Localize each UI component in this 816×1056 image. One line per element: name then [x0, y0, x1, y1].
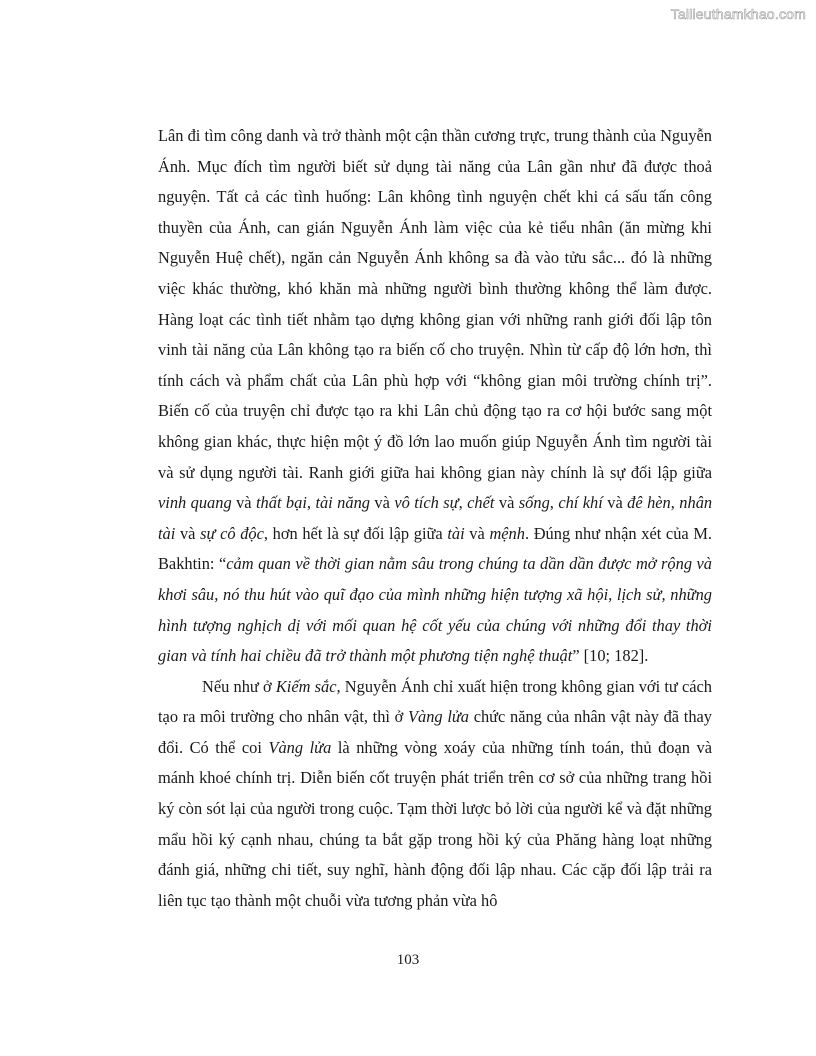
text-segment: , [458, 493, 468, 513]
italic-text-segment: sự cô độc [200, 523, 264, 543]
paragraph-1 [158, 121, 712, 672]
text-segment: . Đúng như nhận xét của M. Bakhtin: “ [158, 523, 713, 574]
text-segment: , hơn hết là sự đối lập giữa [263, 523, 448, 543]
page-number: 103 [396, 952, 420, 968]
italic-text-segment: chí khí [558, 493, 603, 513]
italic-text-segment: đê hèn [627, 493, 671, 513]
italic-text-segment: nhân tài [158, 493, 713, 543]
italic-text-segment: mệnh [489, 523, 525, 543]
text-segment: và [494, 493, 519, 513]
text-segment: và [369, 493, 395, 513]
paragraph-2 [158, 672, 712, 917]
text-segment: , [306, 493, 316, 513]
italic-text-segment: sống [518, 493, 550, 513]
italic-text-segment: chết [467, 493, 495, 513]
italic-text-segment: Vàng lửa [408, 707, 470, 727]
text-segment: Nếu như ở [202, 676, 276, 696]
text-segment: là những vòng xoáy của những tính toán, thủ đoạn và mánh khoé chính trị. Diễn biến cốt truyện phát triển trên cơ sở của những trang hồi ký còn sót lại của người trong cuộc. Tạm thời lược bỏ lời của người kể và đặt những mẩu hồi ký cạnh nhau, chúng ta bắt gặp trong hồi ký của Phăng hàng loạt những đánh giá, những chi tiết, suy nghĩ, hành động đối lập nhau. Các cặp đối lập trải ra liên tục tạo thành một chuỗi vừa tương phản vừa hô [158, 737, 712, 910]
italic-text-segment: Kiếm sắc [275, 676, 337, 696]
italic-text-segment: thất bại [256, 493, 307, 513]
text-segment: Lân đi tìm công danh và trở thành một cận thần cương trực, trung thành của Nguyễn Ánh. Mục đích tìm người biết sử dụng tài năng của Lân gần như đã được thoả nguyện. Tất cả các tình huống: Lân không tình nguyện chết khi cá sấu tấn công thuyền của Ánh, can gián Nguyễn Ánh làm việc của kẻ tiểu nhân (ăn mừng khi Nguyễn Huệ chết), ngăn cản Nguyễn Ánh không sa đà vào tửu sắc... đó là những việc khác thường, khó khăn mà những người bình thường không thể làm được. Hàng loạt các tình tiết nhằm tạo dựng không gian với những ranh giới đối lập tôn vinh tài năng của Lân không tạo ra biến cố cho truyện. Nhìn từ cấp độ lớn hơn, thì tính cách và phẩm chất của Lân phù hợp với “không gian môi trường chính trị”. Biến cố của truyện chỉ được tạo ra khi Lân chủ động tạo ra cơ hội bước sang một không gian khác, thực hiện một ý đồ lớn lao muốn giúp Nguyễn Ánh tìm người tài và sử dụng người tài. Ranh giới giữa hai không gian này chính là sự đối lập giữa [158, 126, 712, 482]
italic-text-segment: vô tích sự [394, 493, 459, 513]
italic-text-segment: cảm quan về thời gian nằm sâu trong chúng ta dần dần được mở rộng và khơi sâu, nó thu hút vào quĩ đạo của mình những hiện tượng xã hội, lịch sử, những hình tượng nghịch dị với mối quan hệ cốt yếu của chúng với những đổi thay thời gian và tính hai chiều đã trở thành một phương tiện nghệ thuật [158, 554, 713, 666]
italic-text-segment: Vàng lửa [268, 737, 332, 757]
italic-text-segment: vinh quang [158, 493, 232, 513]
text-segment: , [549, 493, 559, 513]
text-segment: và [231, 493, 256, 513]
italic-text-segment: tài [447, 523, 465, 543]
text-segment: và [175, 523, 201, 543]
watermark: Tailieuthamkhao.com [670, 6, 806, 22]
text-segment: và [602, 493, 628, 513]
text-segment: chức năng của nhân vật này đã thay đổi. Có thể coi [158, 707, 712, 757]
italic-text-segment: tài năng [315, 493, 370, 513]
document-body [158, 121, 712, 916]
text-segment: và [464, 523, 490, 543]
text-segment: , [670, 493, 680, 513]
text-segment: ” [10; 182]. [572, 646, 649, 666]
text-segment: , Nguyễn Ánh chỉ xuất hiện trong không gian với tư cách tạo ra môi trường cho nhân vật, thì ở [158, 676, 713, 727]
